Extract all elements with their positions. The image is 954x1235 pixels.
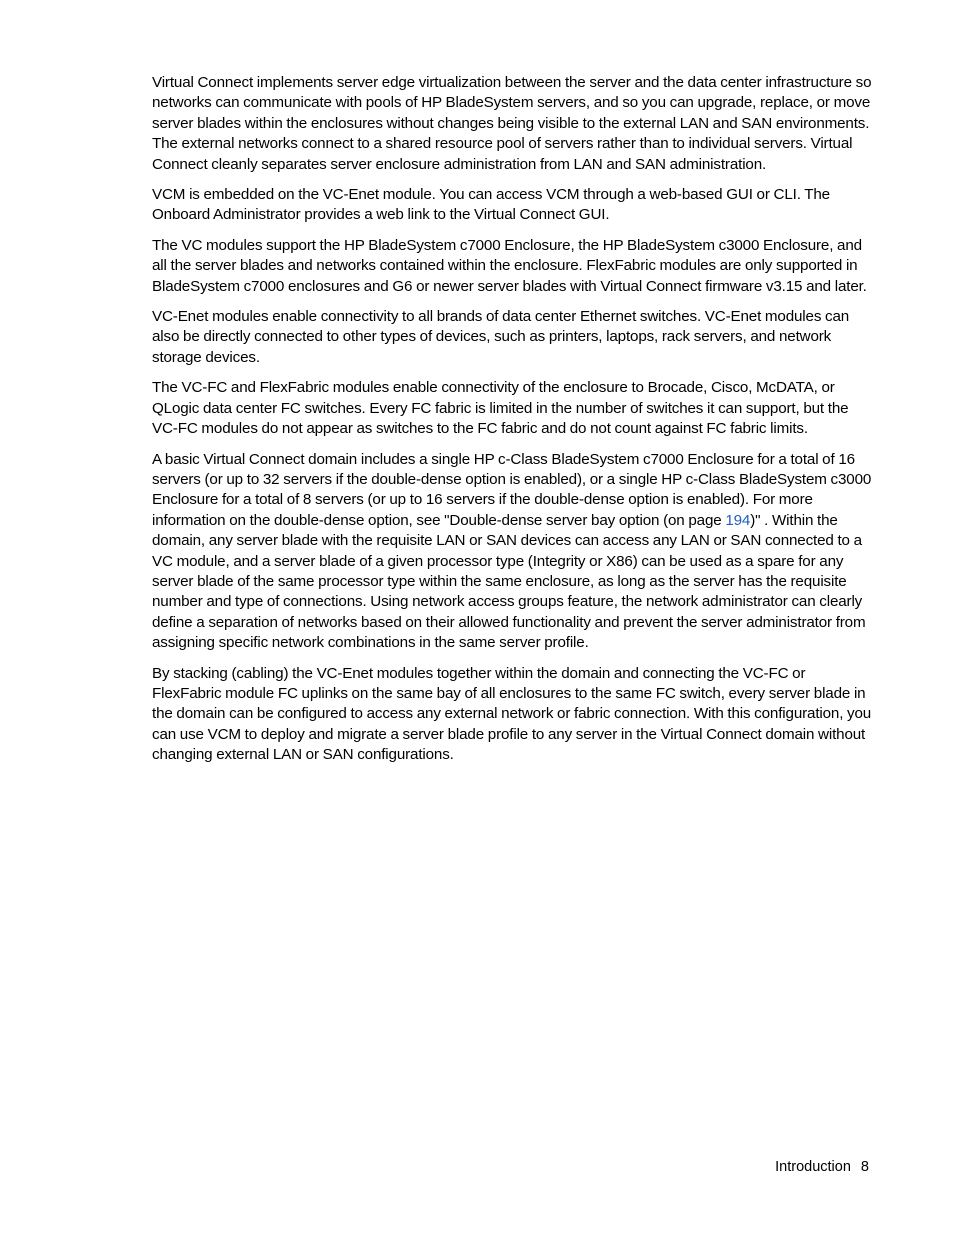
paragraph-stacking: By stacking (cabling) the VC-Enet modules together within the domain and connecting the VC-FC or FlexFabric module FC uplinks on the same bay of all enclosures to the same FC switch, every server blade in the domain can be configured to access any external network or fabric connection. With this configuration, you can use VCM to deploy and migrate a server blade profile to any server in the Virtual Connect domain without changing external LAN or SAN configurations. <box>152 664 872 764</box>
page-body <box>152 73 872 776</box>
paragraph-virtual-connect-overview: Virtual Connect implements server edge virtualization between the server and the data center infrastructure so networks can communicate with pools of HP BladeSystem servers, and so you can upgrade, replace, or move server blades within the enclosures without changes being visible to the external LAN and SAN environments. The external networks connect to a shared resource pool of servers rather than to individual servers. Virtual Connect cleanly separates server enclosure administration from LAN and SAN administration. <box>152 74 872 173</box>
paragraph-vc-fc-connectivity: The VC-FC and FlexFabric modules enable connectivity of the enclosure to Brocade, Cisco, McDATA, or QLogic data center FC switches. Every FC fabric is limited in the number of switches it can support, but the VC-FC modules do not appear as switches to the FC fabric and do not count against FC fabric limits. <box>152 379 849 438</box>
footer-page-number: 8 <box>860 1159 869 1175</box>
paragraph-vcm-embedded: VCM is embedded on the VC-Enet module. You can access VCM through a web-based GUI or CLI. The Onboard Administrator provides a web link to the Virtual Connect GUI. <box>152 186 830 224</box>
page-reference-link[interactable]: 194 <box>725 511 751 529</box>
footer-section-title: Introduction <box>775 1159 851 1175</box>
paragraph-basic-domain-text-end: )" . Within the domain, any server blade with the requisite LAN or SAN devices can access any LAN or SAN connected to a VC module, and a server blade of a given processor type (Integrity or X86) can be used as a spare for any server blade of the same processor type within the same enclosure, as long as the server has the requisite number and type of connections. Using network access groups feature, the network administrator can clearly define a separation of networks based on their allowed functionality and prevent the server administrator from assigning specific network combinations in the same server profile. <box>152 511 866 652</box>
paragraph-vc-enet-connectivity: VC-Enet modules enable connectivity to all brands of data center Ethernet switches. VC-Enet modules can also be directly connected to other types of devices, such as printers, laptops, rack servers, and network storage devices. <box>152 308 850 366</box>
paragraph-vc-modules-support: The VC modules support the HP BladeSystem c7000 Enclosure, the HP BladeSystem c3000 Enclosure, and all the server blades and networks contained within the enclosure. FlexFabric modules are only supported in BladeSystem c7000 enclosures and G6 or newer server blades with Virtual Connect firmware v3.15 and later. <box>152 236 867 295</box>
page-footer <box>775 1157 869 1177</box>
paragraph-basic-domain-text-start: A basic Virtual Connect domain includes a single HP c-Class BladeSystem c7000 Enclosure for a total of 16 servers (or up to 32 servers if the double-dense option is enabled), or a single HP c-Class BladeSystem c3000 Enclosure for a total of 8 servers (or up to 16 servers if the double-dense option is enabled). For more information on the double-dense option, see "Double-dense server bay option (on page <box>152 450 872 529</box>
paragraph-basic-domain <box>152 450 872 654</box>
